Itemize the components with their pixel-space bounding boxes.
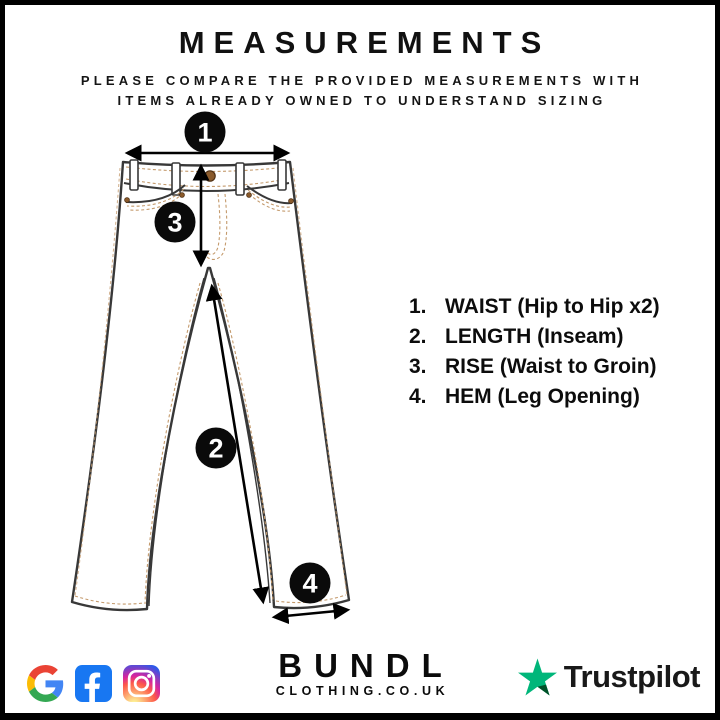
- trustpilot-label: Trustpilot: [563, 659, 700, 694]
- belt-loop: [278, 160, 286, 190]
- trustpilot-logo: [518, 658, 700, 696]
- subtitle-line-1: PLEASE COMPARE THE PROVIDED MEASUREMENTS WITH: [80, 73, 644, 88]
- legend-label: HEM (Leg Opening): [445, 385, 640, 408]
- svg-text:2: 2: [208, 433, 224, 464]
- svg-text:1: 1: [197, 117, 213, 148]
- legend-number: 4.: [409, 385, 427, 408]
- rivet: [125, 198, 130, 203]
- marker-length: [196, 428, 237, 469]
- rivet: [247, 193, 252, 198]
- legend-label: RISE (Waist to Groin): [445, 355, 657, 378]
- legend-number: 3.: [409, 355, 427, 378]
- svg-text:3: 3: [167, 207, 183, 238]
- legend-item-length: [409, 322, 660, 352]
- jeans-button: [205, 171, 215, 181]
- hem-arrow: [275, 610, 347, 617]
- subtitle-line-2: ITEMS ALREADY OWNED TO UNDERSTAND SIZING: [117, 93, 607, 108]
- measurement-legend: [409, 292, 660, 412]
- legend-label: WAIST (Hip to Hip x2): [445, 295, 660, 318]
- marker-waist: [185, 112, 226, 153]
- legend-item-hem: [409, 382, 660, 412]
- rivet: [289, 199, 294, 204]
- legend-item-waist: [409, 292, 660, 322]
- jeans-outline: [72, 162, 349, 610]
- legend-number: 1.: [409, 295, 427, 318]
- header: [5, 25, 715, 111]
- svg-text:4: 4: [302, 568, 318, 599]
- belt-loop: [130, 160, 138, 190]
- legend-number: 2.: [409, 325, 427, 348]
- legend-label: LENGTH (Inseam): [445, 325, 624, 348]
- brand-domain: CLOTHING.CO.UK: [275, 684, 450, 698]
- trustpilot-star-icon: [518, 658, 557, 696]
- jeans-measurement-diagram: [60, 110, 400, 630]
- page-title: MEASUREMENTS: [178, 25, 551, 60]
- belt-loop: [236, 163, 244, 195]
- marker-hem: [290, 563, 331, 604]
- legend-item-rise: [409, 352, 660, 382]
- brand-name: BUNDL: [278, 647, 454, 684]
- marker-rise: [155, 202, 196, 243]
- rivet: [180, 193, 185, 198]
